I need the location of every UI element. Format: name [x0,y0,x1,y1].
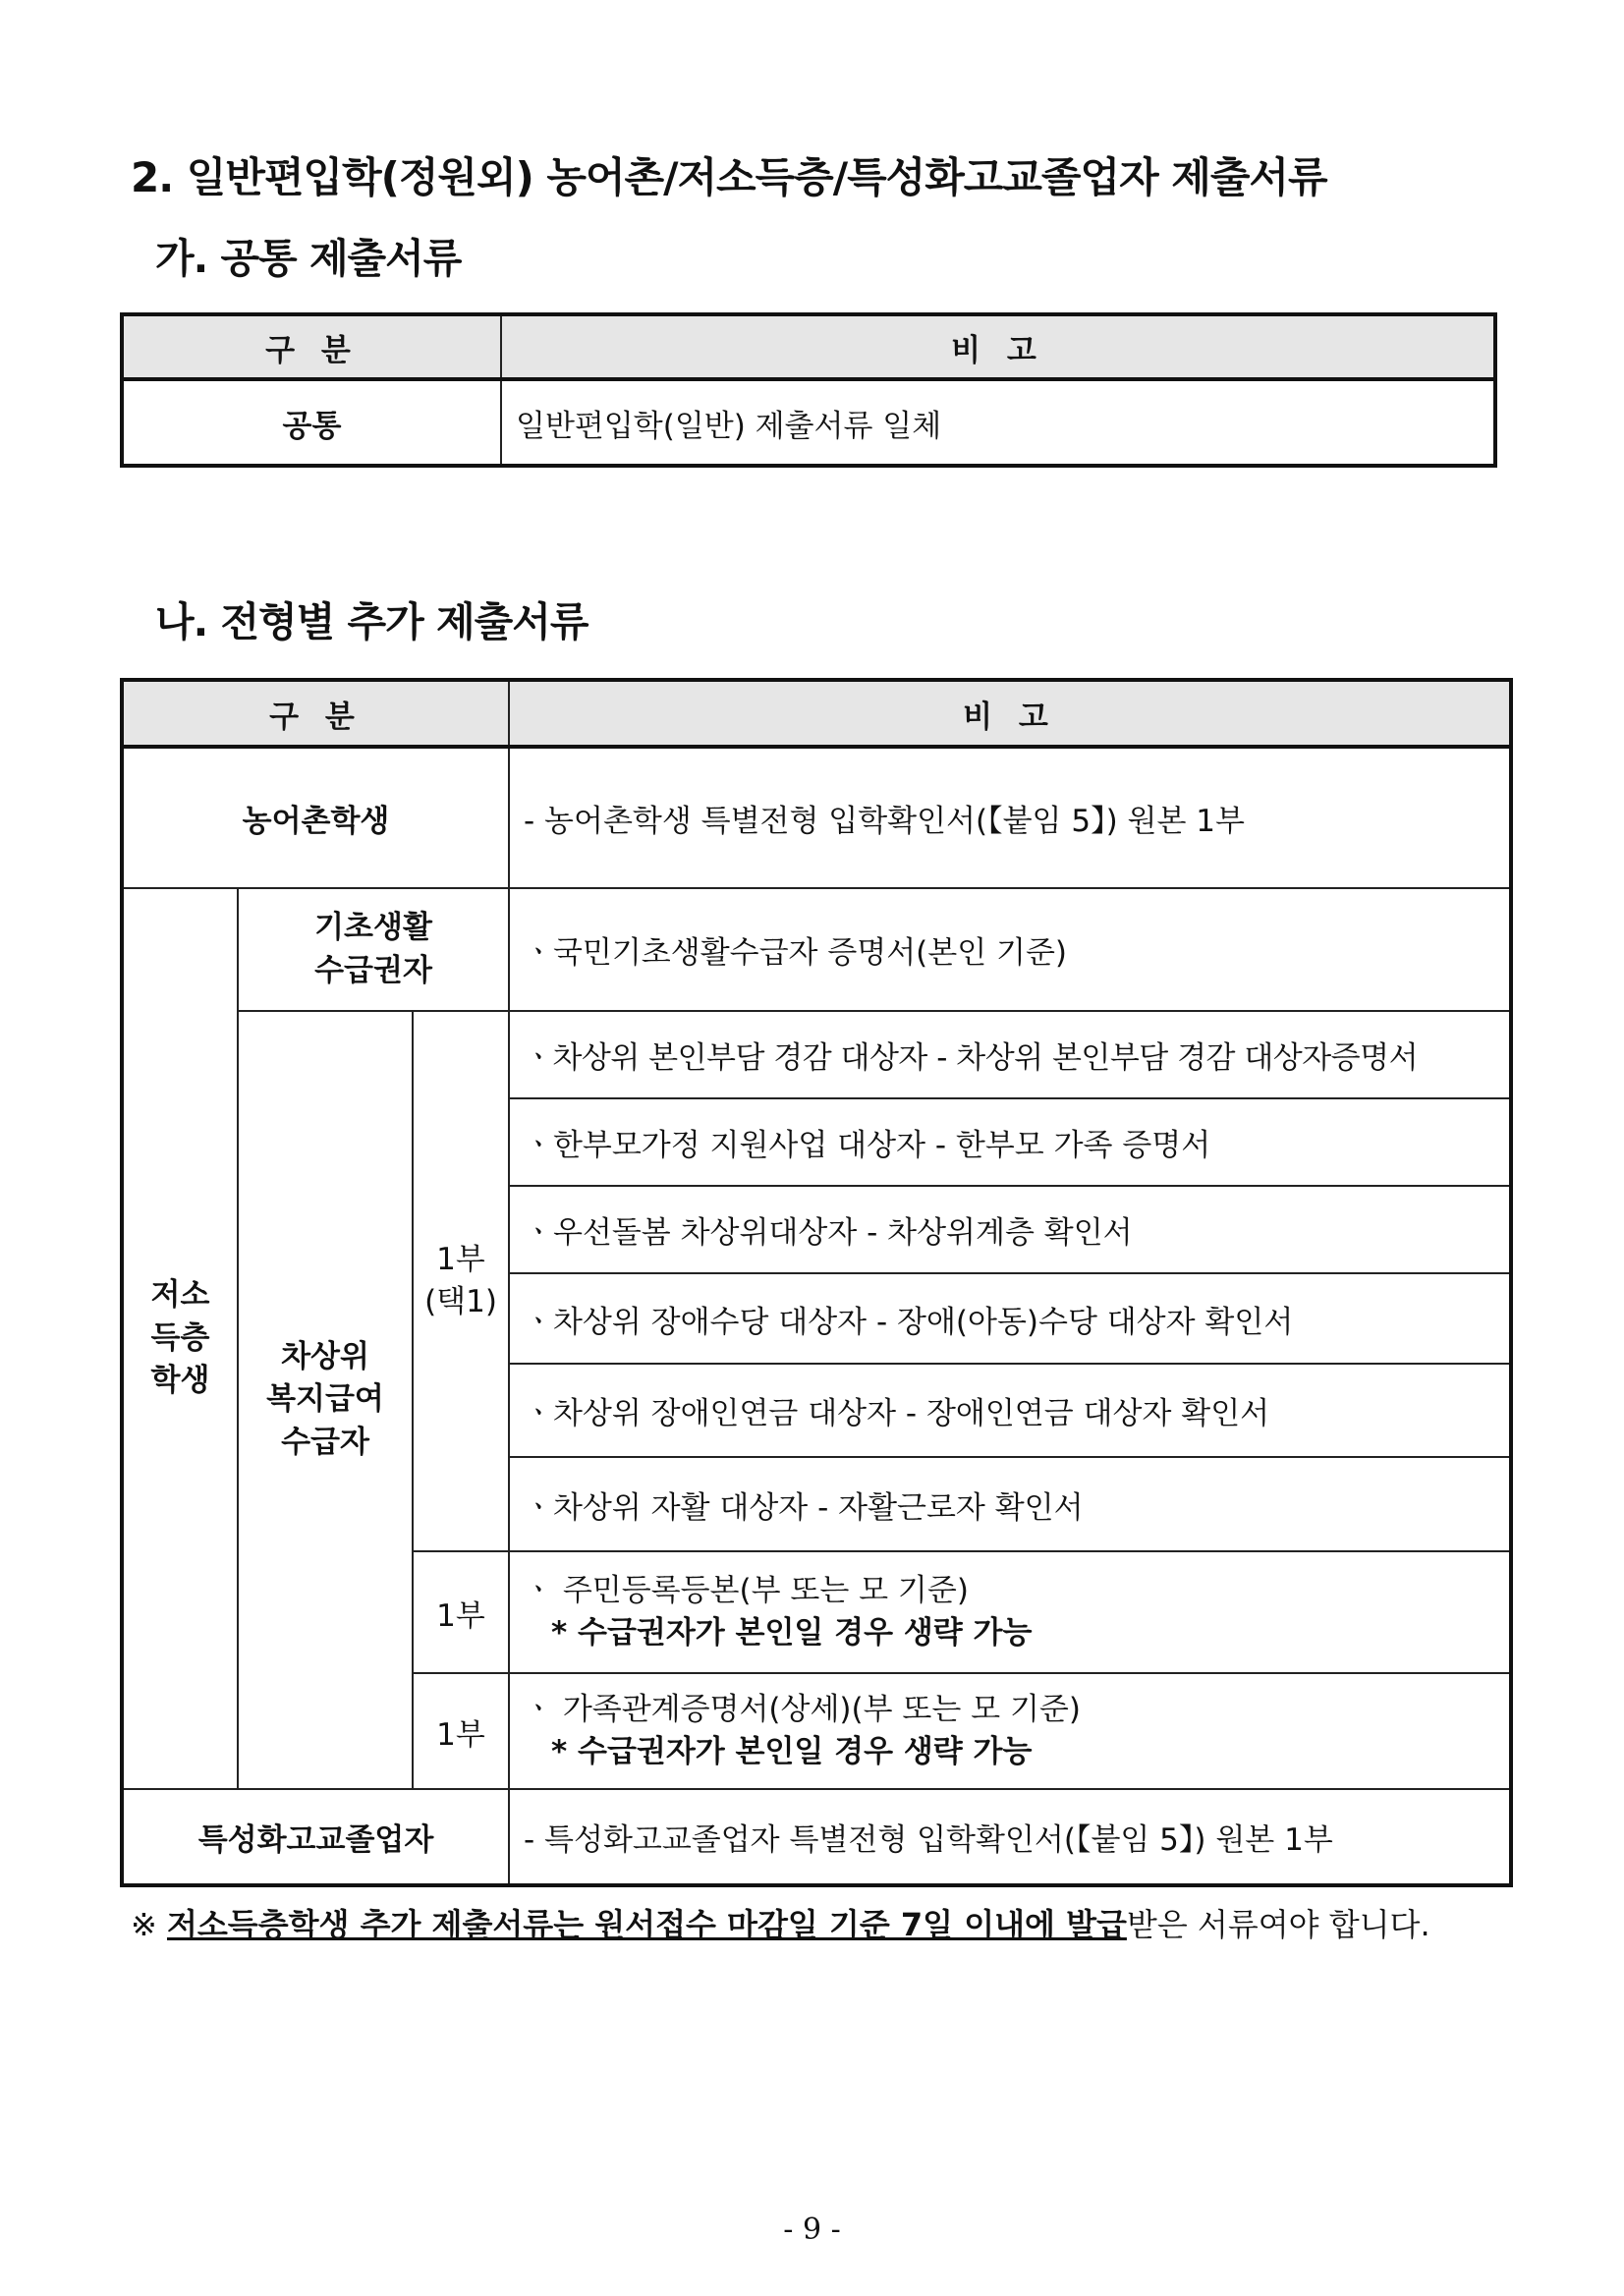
vocational-remark: - 특성화고교졸업자 특별전형 입학확인서(【붙임 5】) 원본 1부 [509,1789,1511,1885]
common-docs-title: 가. 공통 제출서류 [155,235,462,282]
additional-docs-title: 나. 전형별 추가 제출서류 [155,598,588,645]
footnote [131,1900,1430,1945]
choice-item: ㆍ차상위 장애수당 대상자 - 장애(아동)수당 대상자 확인서 [509,1273,1511,1364]
basic-living-remark: ㆍ국민기초생활수급자 증명서(본인 기준) [509,888,1511,1011]
header-category: 구 분 [122,314,501,379]
footnote-rest: 받은 서류여야 합니다. [1126,1906,1430,1943]
choice-item: ㆍ차상위 자활 대상자 - 자활근로자 확인서 [509,1457,1511,1551]
section-title: 2. 일반편입학(정원외) 농어촌/저소득층/특성화고교졸업자 제출서류 [131,153,1327,201]
common-docs-table [120,312,1497,468]
family-omit-note: * 수급권자가 본인일 경우 생략 가능 [551,1734,1033,1769]
additional-docs-table [120,678,1513,1887]
resident-omit-note: * 수급권자가 본인일 경우 생략 가능 [551,1615,1033,1651]
resident-count: 1부 [413,1551,509,1673]
choice-label: 1부 (택1) [413,1011,509,1551]
vocational-category: 특성화고교졸업자 [122,1789,509,1885]
near-poor-category: 차상위 복지급여 수급자 [238,1011,413,1789]
family-doc: ㆍ 가족관계증명서(상세)(부 또는 모 기준) [524,1691,1081,1727]
common-category: 공통 [122,379,501,466]
basic-living-category: 기초생활 수급권자 [238,888,509,1011]
low-income-group: 저소 득층 학생 [122,888,238,1789]
header-category: 구 분 [122,680,509,747]
family-remark [509,1673,1511,1789]
choice-item: ㆍ차상위 장애인연금 대상자 - 장애인연금 대상자 확인서 [509,1364,1511,1457]
choice-item: ㆍ차상위 본인부담 경감 대상자 - 차상위 본인부담 경감 대상자증명서 [509,1011,1511,1098]
header-remark: 비 고 [501,314,1495,379]
choice-item: ㆍ우선돌봄 차상위대상자 - 차상위계층 확인서 [509,1186,1511,1273]
header-remark: 비 고 [509,680,1511,747]
rural-category: 농어촌학생 [122,747,509,888]
footnote-mark: ※ [131,1906,167,1943]
family-count: 1부 [413,1673,509,1789]
footnote-emphasis: 저소득층학생 추가 제출서류는 원서접수 마감일 기준 7일 이내에 발급 [166,1906,1127,1943]
resident-remark [509,1551,1511,1673]
page-number: - 9 - [783,2212,841,2247]
rural-remark: - 농어촌학생 특별전형 입학확인서(【붙임 5】) 원본 1부 [509,747,1511,888]
resident-doc: ㆍ 주민등록등본(부 또는 모 기준) [524,1572,969,1608]
common-remark: 일반편입학(일반) 제출서류 일체 [501,379,1495,466]
choice-item: ㆍ한부모가정 지원사업 대상자 - 한부모 가족 증명서 [509,1098,1511,1186]
